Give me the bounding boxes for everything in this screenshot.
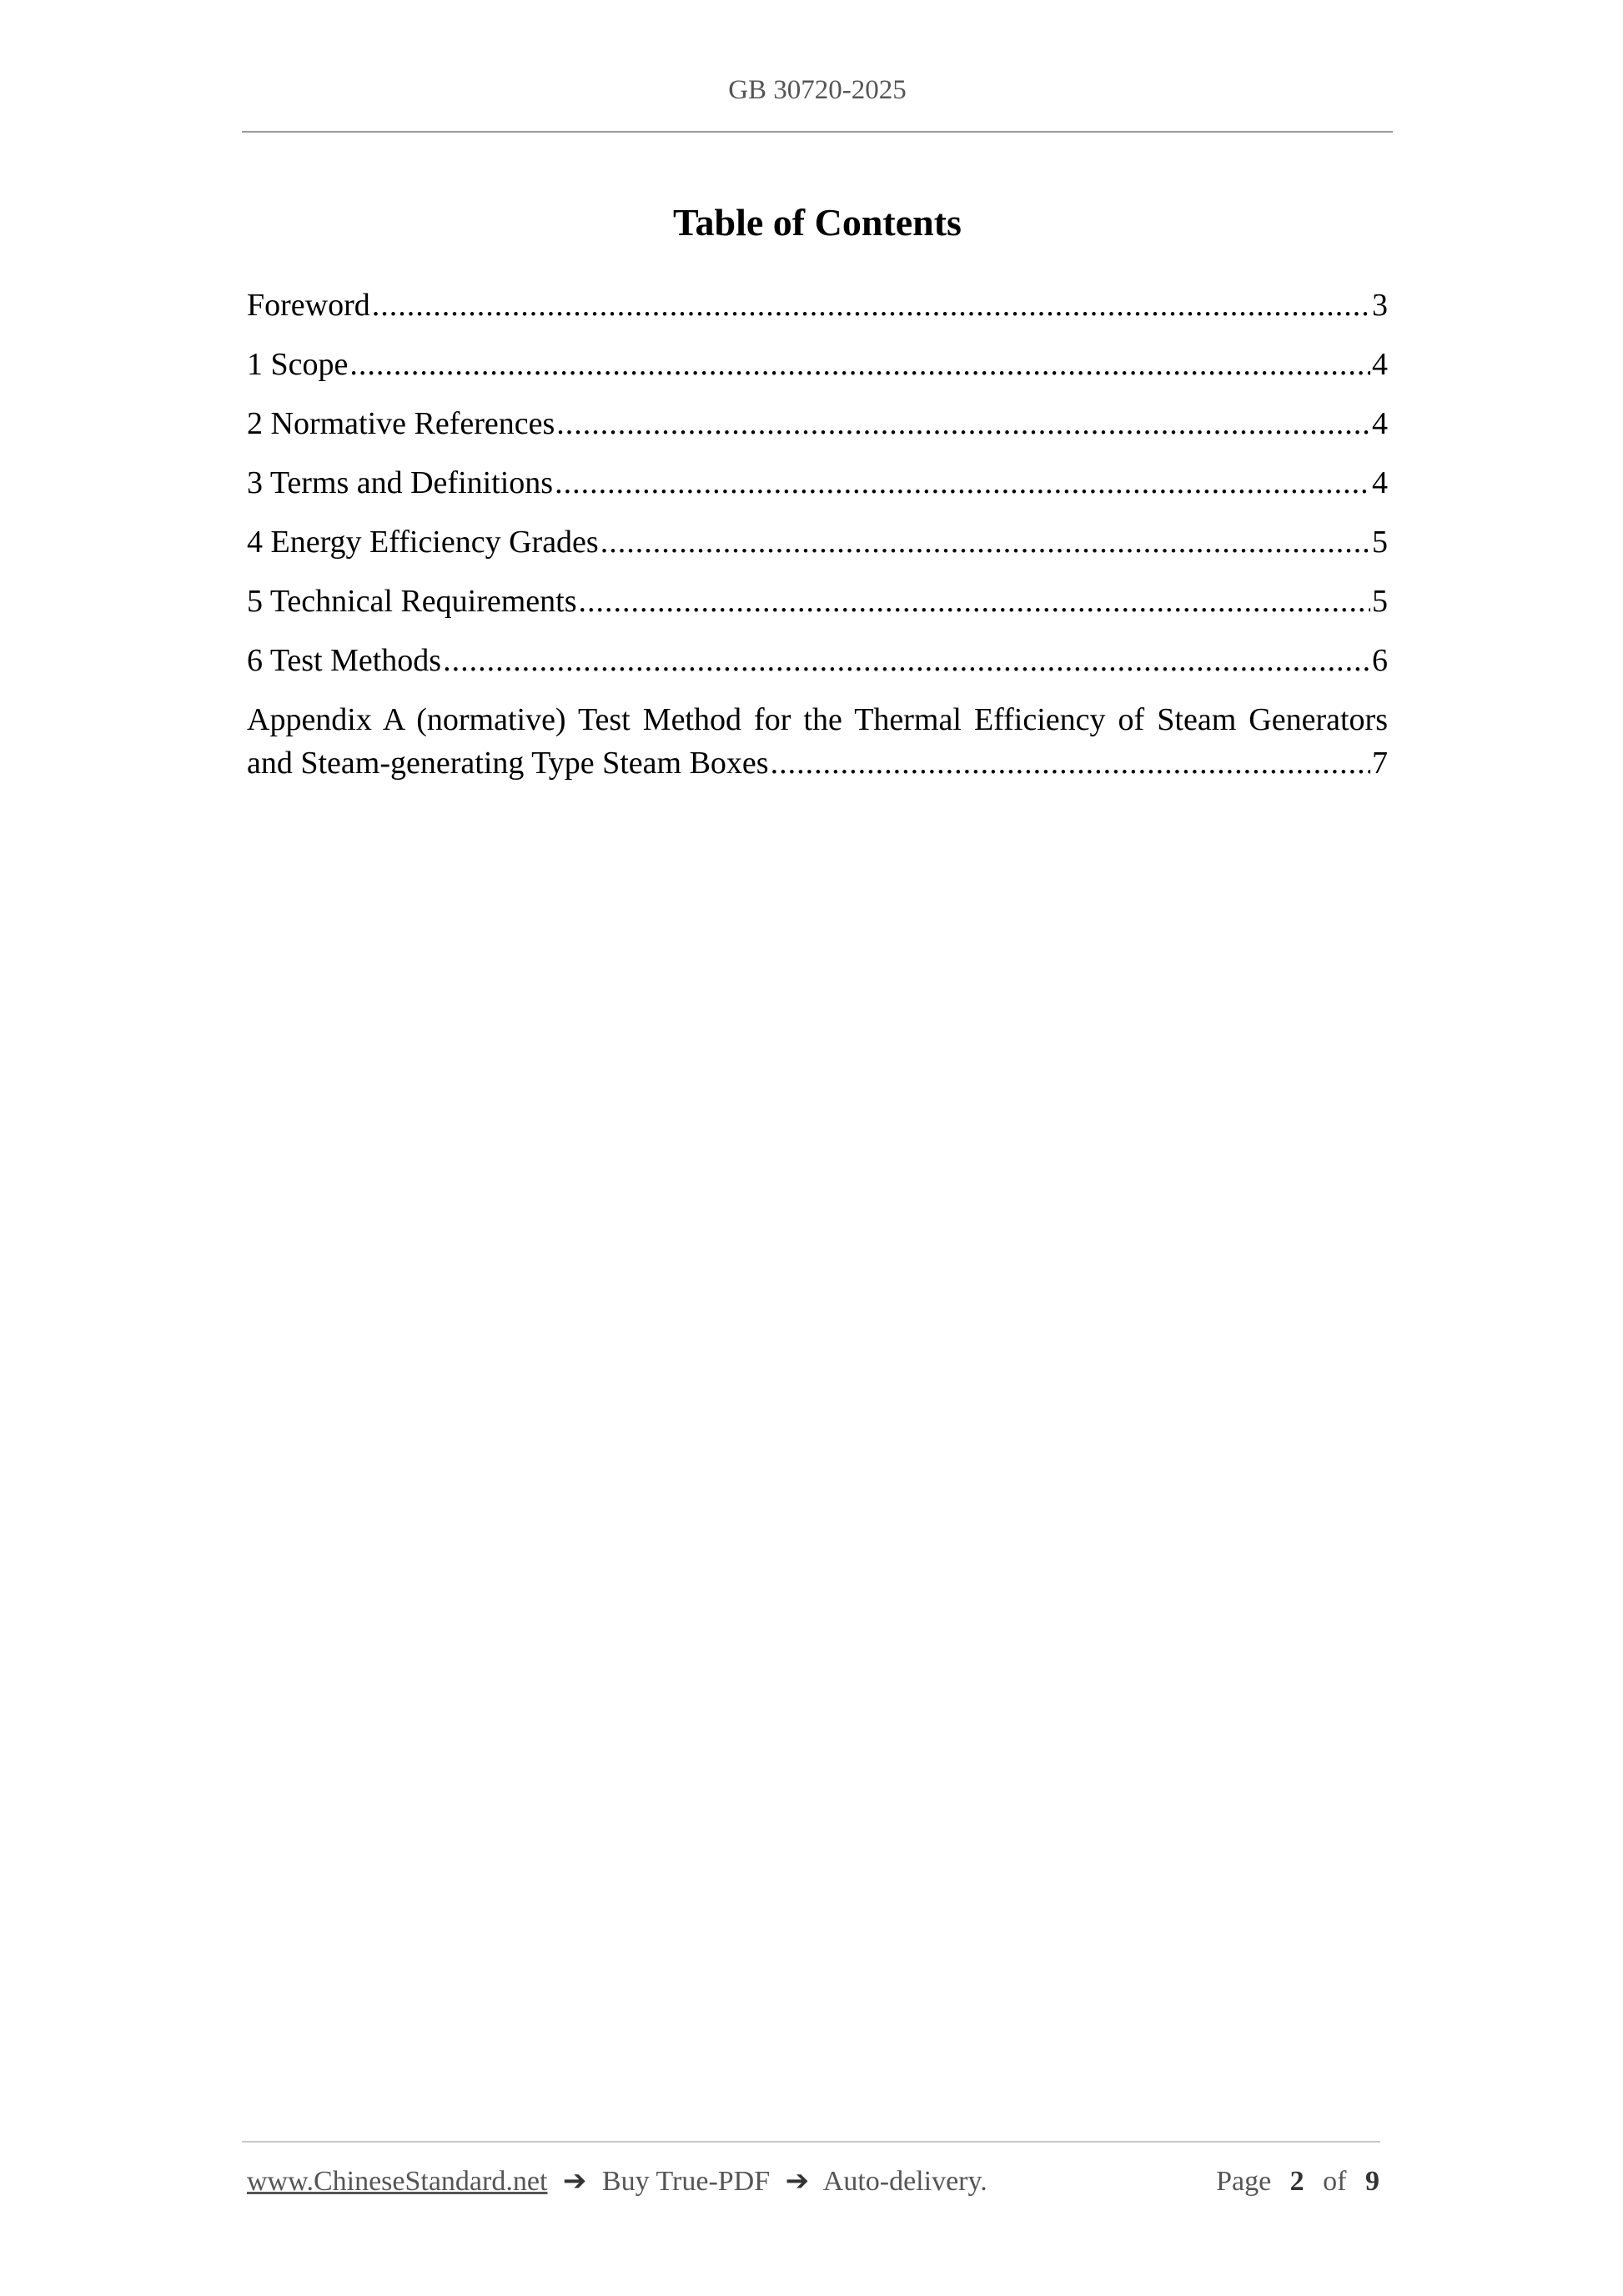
toc-entry-page: 5 bbox=[1372, 525, 1388, 560]
toc-entry-page: 6 bbox=[1372, 643, 1388, 678]
toc-entry-foreword[interactable] bbox=[247, 284, 1388, 343]
toc-entry-page: 5 bbox=[1372, 584, 1388, 619]
toc-entry-scope[interactable] bbox=[247, 343, 1388, 402]
page-label: Page bbox=[1216, 2166, 1272, 2197]
toc-entry-label: 4 Energy Efficiency Grades bbox=[247, 525, 599, 560]
toc-entry-label: Foreword bbox=[247, 288, 370, 323]
arrow-right-icon: ➔ bbox=[785, 2166, 810, 2197]
toc-dot-leader bbox=[372, 284, 1370, 327]
toc-entry-label-line1: Appendix A (normative) Test Method for the Thermal Efficiency of Steam Generators bbox=[247, 702, 1388, 737]
toc-entry-appendix-a[interactable] bbox=[247, 698, 1388, 785]
toc-dot-leader bbox=[579, 580, 1370, 623]
toc-entry-page: 4 bbox=[1372, 406, 1388, 441]
toc-dot-leader bbox=[556, 402, 1370, 445]
total-pages: 9 bbox=[1365, 2166, 1379, 2197]
of-label: of bbox=[1323, 2166, 1347, 2197]
toc-entry-label: 3 Terms and Definitions bbox=[247, 465, 554, 500]
footer-divider bbox=[242, 2141, 1380, 2143]
toc-entry-energy-efficiency-grades[interactable] bbox=[247, 520, 1388, 580]
toc-entry-label: 1 Scope bbox=[247, 347, 349, 382]
toc-entry-label: 5 Technical Requirements bbox=[247, 584, 577, 619]
buy-text: Buy True-PDF bbox=[601, 2166, 771, 2197]
toc-dot-leader bbox=[443, 639, 1370, 682]
page-indicator bbox=[1216, 2166, 1379, 2198]
table-of-contents bbox=[247, 284, 1388, 785]
toc-entry-label: 6 Test Methods bbox=[247, 643, 442, 678]
toc-dot-leader bbox=[555, 461, 1370, 505]
document-header bbox=[242, 75, 1393, 106]
toc-title: Table of Contents bbox=[673, 201, 962, 244]
standard-id: GB 30720-2025 bbox=[728, 75, 907, 105]
toc-entry-line2 bbox=[247, 741, 1388, 785]
document-footer bbox=[247, 2164, 1379, 2198]
toc-entry-page: 4 bbox=[1372, 465, 1388, 500]
toc-entry-page: 7 bbox=[1372, 746, 1388, 781]
current-page: 2 bbox=[1289, 2166, 1304, 2197]
toc-entry-technical-requirements[interactable] bbox=[247, 580, 1388, 639]
toc-dot-leader bbox=[349, 343, 1370, 386]
toc-dot-leader bbox=[771, 741, 1370, 785]
toc-entry-label: 2 Normative References bbox=[247, 406, 555, 441]
arrow-right-icon: ➔ bbox=[562, 2166, 587, 2197]
delivery-text: Auto-delivery. bbox=[822, 2166, 987, 2197]
footer-promo bbox=[247, 2164, 987, 2198]
toc-entry-label-line2: and Steam-generating Type Steam Boxes bbox=[247, 746, 769, 781]
toc-entry-test-methods[interactable] bbox=[247, 639, 1388, 698]
toc-entry-terms-definitions[interactable] bbox=[247, 461, 1388, 520]
toc-entry-normative-references[interactable] bbox=[247, 402, 1388, 461]
toc-dot-leader bbox=[600, 520, 1370, 564]
toc-entry-page: 4 bbox=[1372, 347, 1388, 382]
toc-entry-page: 3 bbox=[1372, 288, 1388, 323]
site-link[interactable]: www.ChineseStandard.net bbox=[247, 2166, 548, 2197]
header-divider bbox=[242, 131, 1393, 133]
